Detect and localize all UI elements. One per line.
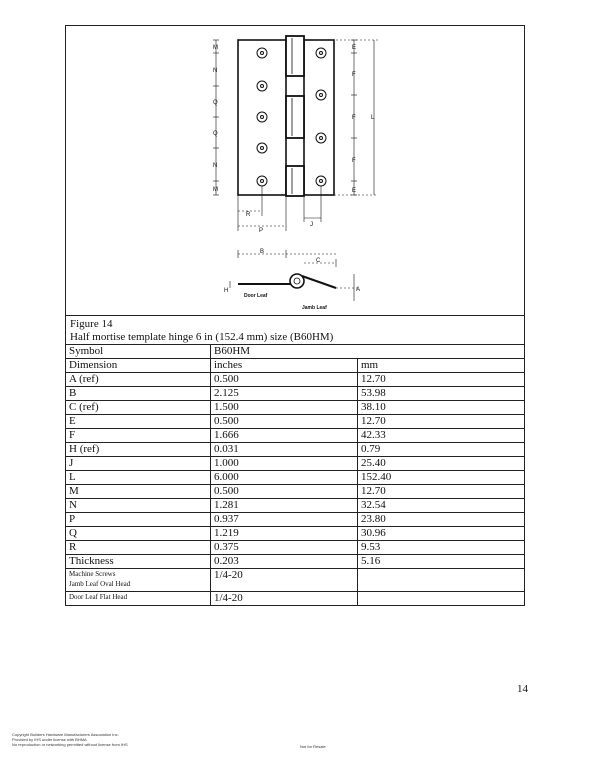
dimension-table — [65, 344, 525, 606]
door-leaf-label: Door Leaf — [244, 293, 268, 299]
row-mm: 12.70 — [358, 415, 525, 429]
table-row — [66, 541, 525, 555]
dim-label-f-3: F — [352, 158, 356, 164]
dim-label-e-top: E — [352, 45, 357, 51]
row-symbol: Q — [66, 527, 211, 541]
screws-door-empty — [358, 592, 525, 606]
row-symbol: P — [66, 513, 211, 527]
row-symbol: Thickness — [66, 555, 211, 569]
table-row — [66, 499, 525, 513]
row-symbol: J — [66, 457, 211, 471]
screws-door-label: Door Leaf Flat Head — [66, 592, 211, 606]
caption-title: Half mortise template hinge 6 in (152.4 mm) size (B60HM) — [70, 331, 334, 343]
table-row — [66, 555, 525, 569]
door-screw-holes — [257, 48, 267, 186]
dim-label-m-bottom: M — [213, 187, 218, 193]
table-row — [66, 401, 525, 415]
jamb-leaf-label: Jamb Leaf — [302, 305, 327, 311]
dim-label-b: B — [260, 249, 265, 255]
row-mm: 38.10 — [358, 401, 525, 415]
dim-label-m-top: M — [213, 45, 218, 51]
row-symbol: E — [66, 415, 211, 429]
row-inches: 1.500 — [211, 401, 358, 415]
dim-label-j: J — [310, 222, 313, 228]
table-row — [66, 429, 525, 443]
dim-label-f-2: F — [352, 115, 356, 121]
dim-label-q-top: Q — [213, 100, 218, 106]
row-symbol: M — [66, 485, 211, 499]
row-inches: 0.500 — [211, 485, 358, 499]
row-mm: 0.79 — [358, 443, 525, 457]
screws-door-row — [66, 592, 525, 606]
table-row — [66, 373, 525, 387]
table-row — [66, 527, 525, 541]
row-symbol: A (ref) — [66, 373, 211, 387]
row-inches: 0.031 — [211, 443, 358, 457]
dim-label-f-1: F — [352, 72, 356, 78]
row-inches: 0.937 — [211, 513, 358, 527]
screws-jamb-empty — [358, 569, 525, 592]
dim-label-h: H — [224, 288, 229, 294]
row-inches: 0.500 — [211, 373, 358, 387]
header-dimension: Dimension — [66, 359, 211, 373]
page-number: 14 — [517, 683, 528, 695]
door-leaf — [238, 40, 286, 195]
row-inches: 1.281 — [211, 499, 358, 513]
row-inches: 0.375 — [211, 541, 358, 555]
dim-label-p: P — [259, 228, 264, 234]
row-mm: 23.80 — [358, 513, 525, 527]
knuckle-top — [286, 36, 304, 76]
row-inches: 0.500 — [211, 415, 358, 429]
row-mm: 12.70 — [358, 373, 525, 387]
row-inches: 6.000 — [211, 471, 358, 485]
table-row — [66, 415, 525, 429]
row-mm: 152.40 — [358, 471, 525, 485]
dim-label-q-bottom: Q — [213, 131, 218, 137]
header-mm: mm — [358, 359, 525, 373]
dim-label-e-bottom: E — [352, 188, 357, 194]
header-model: B60HM — [211, 345, 525, 359]
footer-line-2: Provided by IHS under license with BHMA — [12, 737, 87, 742]
caption-figure-number: Figure 14 — [70, 318, 113, 330]
footer-line-1: Copyright Builders Hardware Manufacturers Association Inc. — [12, 732, 119, 737]
row-symbol: L — [66, 471, 211, 485]
dim-label-n-bottom: N — [213, 163, 218, 169]
bottom-dimension-lines — [238, 186, 321, 231]
row-symbol: R — [66, 541, 211, 555]
jamb-screw-holes — [316, 48, 326, 186]
footer-line-3: No reproduction or networking permitted without license from IHS — [12, 742, 128, 747]
table-subheader-row — [66, 359, 525, 373]
row-mm: 9.53 — [358, 541, 525, 555]
knuckle-mid — [286, 96, 304, 138]
screws-jamb-row — [66, 569, 525, 592]
row-symbol: N — [66, 499, 211, 513]
row-mm: 53.98 — [358, 387, 525, 401]
figure-caption — [65, 315, 525, 346]
figure-box — [65, 25, 525, 315]
screws-heading: Machine Screws — [69, 570, 116, 578]
jamb-leaf — [304, 40, 334, 195]
table-row — [66, 387, 525, 401]
dim-label-c: C — [316, 258, 321, 264]
row-mm: 32.54 — [358, 499, 525, 513]
table-row — [66, 471, 525, 485]
row-inches: 1.000 — [211, 457, 358, 471]
row-mm: 42.33 — [358, 429, 525, 443]
screws-jamb-label — [66, 569, 211, 592]
header-inches: inches — [211, 359, 358, 373]
screws-jamb-value: 1/4-20 — [211, 569, 358, 592]
screws-door-value: 1/4-20 — [211, 592, 358, 606]
row-mm: 30.96 — [358, 527, 525, 541]
dim-label-n-top: N — [213, 68, 218, 74]
dim-label-r: R — [246, 212, 251, 218]
row-inches: 0.203 — [211, 555, 358, 569]
not-for-resale: Not for Resale — [300, 744, 326, 749]
row-mm: 12.70 — [358, 485, 525, 499]
table-header-row — [66, 345, 525, 359]
row-mm: 25.40 — [358, 457, 525, 471]
row-symbol: F — [66, 429, 211, 443]
screws-jamb-type: Jamb Leaf Oval Head — [69, 580, 131, 588]
table-row — [66, 485, 525, 499]
row-symbol: H (ref) — [66, 443, 211, 457]
left-dimension-line — [213, 40, 219, 195]
knuckle-bottom — [286, 166, 304, 196]
row-symbol: B — [66, 387, 211, 401]
row-inches: 1.219 — [211, 527, 358, 541]
row-inches: 2.125 — [211, 387, 358, 401]
table-row — [66, 513, 525, 527]
row-inches: 1.666 — [211, 429, 358, 443]
table-row — [66, 443, 525, 457]
table-row — [66, 457, 525, 471]
copyright-footer — [12, 732, 128, 747]
dim-label-l: L — [371, 115, 375, 121]
header-symbol: Symbol — [66, 345, 211, 359]
row-mm: 5.16 — [358, 555, 525, 569]
dim-label-a: A — [356, 287, 361, 293]
row-symbol: C (ref) — [66, 401, 211, 415]
hinge-drawing — [66, 26, 526, 316]
right-dimension-line — [304, 40, 378, 195]
